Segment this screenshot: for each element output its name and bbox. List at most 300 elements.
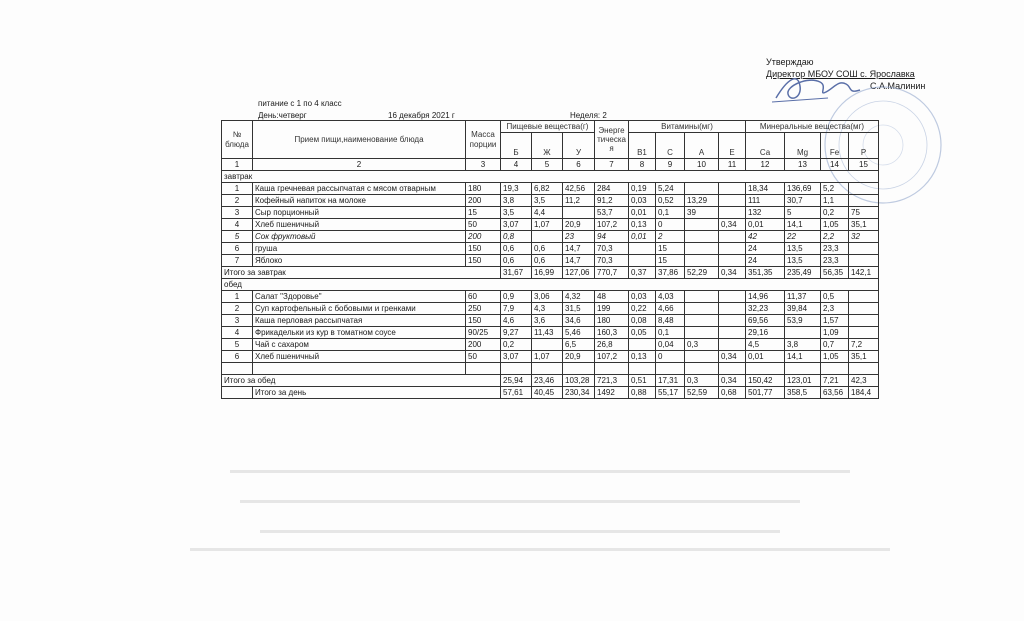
dish-mass: 180 [466, 183, 501, 195]
value-p [849, 327, 879, 339]
dish-name: Сыр порционный [253, 207, 466, 219]
value-zh: 3,6 [532, 315, 563, 327]
value-b: 4,6 [501, 315, 532, 327]
header-p: Р [849, 133, 879, 159]
value-ca: 32,23 [746, 303, 785, 315]
dish-mass: 90/25 [466, 327, 501, 339]
value-u: 23 [563, 231, 595, 243]
dish-name: Каша гречневая рассыпчатая с мясом отварным [253, 183, 466, 195]
value-e [719, 195, 746, 207]
total-c: 17,31 [656, 375, 685, 387]
value-a [685, 315, 719, 327]
day-total-mg: 358,5 [785, 387, 821, 399]
day-total-c: 55,17 [656, 387, 685, 399]
header-name: Прием пищи,наименование блюда [253, 121, 466, 159]
header-b1: В1 [629, 133, 656, 159]
table-row [222, 243, 879, 255]
table-row [222, 327, 879, 339]
value-en: 70,3 [595, 255, 629, 267]
day-total-ca: 501,77 [746, 387, 785, 399]
dish-name: Суп картофельный с бобовыми и гренками [253, 303, 466, 315]
column-number: 13 [785, 159, 821, 171]
value-zh: 0,6 [532, 243, 563, 255]
value-mg: 14,1 [785, 219, 821, 231]
value-b: 3,07 [501, 351, 532, 363]
value-c: 0 [656, 219, 685, 231]
scan-artifact [230, 470, 850, 473]
section-title-row [222, 279, 879, 291]
dish-name: Чай с сахаром [253, 339, 466, 351]
total-a: 0,3 [685, 375, 719, 387]
value-b: 0,6 [501, 243, 532, 255]
value-a [685, 291, 719, 303]
column-number: 7 [595, 159, 629, 171]
approval-name: С.А.Малинин [870, 81, 926, 91]
table-row [222, 207, 879, 219]
value-fe: 23,3 [821, 243, 849, 255]
spacer-row [222, 363, 879, 375]
dish-name: Хлеб пшеничный [253, 351, 466, 363]
value-fe: 1,09 [821, 327, 849, 339]
column-number: 11 [719, 159, 746, 171]
column-numbers-row [222, 159, 879, 171]
dish-mass: 50 [466, 219, 501, 231]
value-en: 180 [595, 315, 629, 327]
total-b1: 0,51 [629, 375, 656, 387]
value-en: 107,2 [595, 351, 629, 363]
value-p: 75 [849, 207, 879, 219]
week-label: Неделя: 2 [570, 111, 607, 120]
value-a [685, 231, 719, 243]
dish-number: 5 [222, 339, 253, 351]
table-row [222, 303, 879, 315]
day-label: День:четверг [258, 111, 307, 120]
empty-cell [629, 363, 656, 375]
header-nutrients: Пищевые вещества(г) [501, 121, 595, 133]
column-number: 3 [466, 159, 501, 171]
value-a [685, 243, 719, 255]
header-c: С [656, 133, 685, 159]
value-b1: 0,03 [629, 291, 656, 303]
total-b: 31,67 [501, 267, 532, 279]
total-zh: 16,99 [532, 267, 563, 279]
value-a [685, 327, 719, 339]
value-ca: 29,16 [746, 327, 785, 339]
empty-cell [685, 363, 719, 375]
value-zh: 11,43 [532, 327, 563, 339]
dish-name: Каша перловая рассыпчатая [253, 315, 466, 327]
header-energy: Энергетическая [595, 121, 629, 159]
value-mg: 22 [785, 231, 821, 243]
value-c: 8,48 [656, 315, 685, 327]
section-title-lunch: обед [222, 279, 879, 291]
dish-mass: 150 [466, 255, 501, 267]
value-c: 5,24 [656, 183, 685, 195]
total-ca: 351,35 [746, 267, 785, 279]
header-a: А [685, 133, 719, 159]
value-p [849, 195, 879, 207]
value-ca: 111 [746, 195, 785, 207]
value-b1: 0,13 [629, 219, 656, 231]
value-e [719, 243, 746, 255]
table-row [222, 339, 879, 351]
value-fe: 1,05 [821, 219, 849, 231]
dish-number: 4 [222, 219, 253, 231]
value-p [849, 255, 879, 267]
day-total-row [222, 387, 879, 399]
value-c: 15 [656, 255, 685, 267]
value-a [685, 351, 719, 363]
value-zh: 0,6 [532, 255, 563, 267]
table-row [222, 291, 879, 303]
value-b: 19,3 [501, 183, 532, 195]
value-zh: 4,4 [532, 207, 563, 219]
dish-mass: 15 [466, 207, 501, 219]
value-b1 [629, 255, 656, 267]
value-mg: 13,5 [785, 255, 821, 267]
value-ca: 14,96 [746, 291, 785, 303]
header-b: Б [501, 133, 532, 159]
day-total-en: 1492 [595, 387, 629, 399]
menu-table-body [222, 159, 879, 399]
class-line: питание с 1 по 4 класс [258, 99, 342, 108]
value-p [849, 183, 879, 195]
table-row [222, 255, 879, 267]
value-a [685, 303, 719, 315]
total-fe: 7,21 [821, 375, 849, 387]
day-total-b1: 0,88 [629, 387, 656, 399]
value-u: 31,5 [563, 303, 595, 315]
day-total-fe: 63,56 [821, 387, 849, 399]
dish-number: 3 [222, 315, 253, 327]
day-total-e: 0,68 [719, 387, 746, 399]
dish-number: 5 [222, 231, 253, 243]
value-zh: 3,06 [532, 291, 563, 303]
header-e: Е [719, 133, 746, 159]
total-mg: 235,49 [785, 267, 821, 279]
value-p: 35,1 [849, 219, 879, 231]
dish-number: 1 [222, 183, 253, 195]
total-b: 25,94 [501, 375, 532, 387]
value-p [849, 291, 879, 303]
empty-cell [595, 363, 629, 375]
value-c: 2 [656, 231, 685, 243]
value-en: 94 [595, 231, 629, 243]
value-fe: 1,57 [821, 315, 849, 327]
value-ca: 24 [746, 255, 785, 267]
value-p [849, 243, 879, 255]
value-u: 5,46 [563, 327, 595, 339]
value-u: 42,56 [563, 183, 595, 195]
value-ca: 24 [746, 243, 785, 255]
date-label: 16 декабря 2021 г [388, 111, 455, 120]
value-en: 48 [595, 291, 629, 303]
empty-cell [466, 363, 501, 375]
value-en: 70,3 [595, 243, 629, 255]
table-row [222, 315, 879, 327]
total-c: 37,86 [656, 267, 685, 279]
value-u [563, 207, 595, 219]
header-ca: Са [746, 133, 785, 159]
column-number: 2 [253, 159, 466, 171]
value-c: 0,52 [656, 195, 685, 207]
value-e [719, 339, 746, 351]
total-ca: 150,42 [746, 375, 785, 387]
dish-name: Салат "Здоровье" [253, 291, 466, 303]
dish-number: 3 [222, 207, 253, 219]
value-b: 3,07 [501, 219, 532, 231]
dish-name: Сок фруктовый [253, 231, 466, 243]
table-row [222, 219, 879, 231]
column-number: 5 [532, 159, 563, 171]
value-c: 0,1 [656, 207, 685, 219]
day-date-week-line [258, 111, 607, 120]
empty-cell [746, 363, 785, 375]
value-c: 15 [656, 243, 685, 255]
dish-number: 2 [222, 303, 253, 315]
empty-cell [253, 363, 466, 375]
value-ca: 4,5 [746, 339, 785, 351]
value-zh: 6,82 [532, 183, 563, 195]
empty-cell [501, 363, 532, 375]
value-b1 [629, 243, 656, 255]
value-a [685, 219, 719, 231]
value-a [685, 183, 719, 195]
value-mg: 136,69 [785, 183, 821, 195]
value-ca: 42 [746, 231, 785, 243]
header-zh: Ж [532, 133, 563, 159]
empty-cell [785, 363, 821, 375]
dish-number: 4 [222, 327, 253, 339]
total-a: 52,29 [685, 267, 719, 279]
value-u: 6,5 [563, 339, 595, 351]
header-u: У [563, 133, 595, 159]
value-e [719, 207, 746, 219]
value-a: 39 [685, 207, 719, 219]
value-u: 20,9 [563, 351, 595, 363]
value-b: 7,9 [501, 303, 532, 315]
value-b: 3,8 [501, 195, 532, 207]
total-b1: 0,37 [629, 267, 656, 279]
scan-artifact [260, 530, 780, 533]
value-fe: 5,2 [821, 183, 849, 195]
value-b1: 0,22 [629, 303, 656, 315]
total-label-lunch: Итого за обед [222, 375, 501, 387]
dish-mass: 150 [466, 315, 501, 327]
value-e: 0,34 [719, 219, 746, 231]
value-u: 34,6 [563, 315, 595, 327]
value-fe: 0,7 [821, 339, 849, 351]
value-mg: 53,9 [785, 315, 821, 327]
empty-cell [656, 363, 685, 375]
value-c: 4,66 [656, 303, 685, 315]
dish-number: 7 [222, 255, 253, 267]
dish-number: 2 [222, 195, 253, 207]
value-mg: 13,5 [785, 243, 821, 255]
value-fe: 2,2 [821, 231, 849, 243]
value-zh: 4,3 [532, 303, 563, 315]
value-e [719, 327, 746, 339]
day-total-u: 230,34 [563, 387, 595, 399]
value-zh: 1,07 [532, 219, 563, 231]
header-fe: Fe [821, 133, 849, 159]
value-e [719, 291, 746, 303]
value-en: 107,2 [595, 219, 629, 231]
value-b: 3,5 [501, 207, 532, 219]
table-row [222, 195, 879, 207]
empty-cell [719, 363, 746, 375]
value-ca: 0,01 [746, 219, 785, 231]
column-number: 12 [746, 159, 785, 171]
section-title-breakfast: завтрак [222, 171, 879, 183]
dish-number: 6 [222, 243, 253, 255]
table-row [222, 351, 879, 363]
empty-cell [821, 363, 849, 375]
value-zh [532, 231, 563, 243]
total-label-breakfast: Итого за завтрак [222, 267, 501, 279]
value-a: 13,29 [685, 195, 719, 207]
column-number: 10 [685, 159, 719, 171]
value-ca: 18,34 [746, 183, 785, 195]
value-u: 14,7 [563, 243, 595, 255]
menu-table [221, 120, 879, 399]
value-c: 4,03 [656, 291, 685, 303]
value-u: 4,32 [563, 291, 595, 303]
day-total-label: Итого за день [253, 387, 501, 399]
total-zh: 23,46 [532, 375, 563, 387]
value-fe: 0,2 [821, 207, 849, 219]
dish-name: Яблоко [253, 255, 466, 267]
value-ca: 132 [746, 207, 785, 219]
value-e [719, 231, 746, 243]
value-ca: 0,01 [746, 351, 785, 363]
day-total-b: 57,61 [501, 387, 532, 399]
total-e: 0,34 [719, 375, 746, 387]
value-mg: 11,37 [785, 291, 821, 303]
value-mg: 30,7 [785, 195, 821, 207]
value-b1: 0,01 [629, 231, 656, 243]
value-mg: 5 [785, 207, 821, 219]
header-minerals: Минеральные вещества(мг) [746, 121, 879, 133]
total-row-breakfast [222, 267, 879, 279]
value-zh: 1,07 [532, 351, 563, 363]
value-a: 0,3 [685, 339, 719, 351]
value-b1: 0,03 [629, 195, 656, 207]
value-b: 0,9 [501, 291, 532, 303]
value-fe: 23,3 [821, 255, 849, 267]
value-fe: 1,1 [821, 195, 849, 207]
total-u: 103,28 [563, 375, 595, 387]
column-number: 6 [563, 159, 595, 171]
approval-line-1: Утверждаю [766, 57, 814, 67]
value-zh: 3,5 [532, 195, 563, 207]
value-b1: 0,19 [629, 183, 656, 195]
value-c: 0 [656, 351, 685, 363]
empty-cell [222, 387, 253, 399]
value-mg: 39,84 [785, 303, 821, 315]
value-c: 0,1 [656, 327, 685, 339]
value-b1 [629, 339, 656, 351]
value-p: 35,1 [849, 351, 879, 363]
value-e [719, 303, 746, 315]
table-row [222, 231, 879, 243]
dish-mass: 150 [466, 243, 501, 255]
header-mg: Mg [785, 133, 821, 159]
column-number: 15 [849, 159, 879, 171]
value-mg [785, 327, 821, 339]
approval-director: Директор МБОУ СОШ с. Ярославка [766, 69, 915, 79]
column-number: 4 [501, 159, 532, 171]
total-fe: 56,35 [821, 267, 849, 279]
value-u: 20,9 [563, 219, 595, 231]
value-b1: 0,01 [629, 207, 656, 219]
value-e [719, 315, 746, 327]
dish-mass: 200 [466, 339, 501, 351]
day-total-a: 52,59 [685, 387, 719, 399]
value-fe: 1,05 [821, 351, 849, 363]
table-row [222, 183, 879, 195]
scan-artifact [190, 548, 890, 551]
dish-number: 1 [222, 291, 253, 303]
header-row-1 [222, 121, 879, 133]
value-en: 53,7 [595, 207, 629, 219]
value-fe: 2,3 [821, 303, 849, 315]
header-vitamins: Витамины(мг) [629, 121, 746, 133]
value-b: 0,6 [501, 255, 532, 267]
value-b: 0,8 [501, 231, 532, 243]
empty-cell [532, 363, 563, 375]
value-b: 0,2 [501, 339, 532, 351]
value-b: 9,27 [501, 327, 532, 339]
dish-mass: 200 [466, 195, 501, 207]
value-u: 11,2 [563, 195, 595, 207]
total-en: 770,7 [595, 267, 629, 279]
dish-name: груша [253, 243, 466, 255]
column-number: 9 [656, 159, 685, 171]
value-p: 32 [849, 231, 879, 243]
dish-name: Хлеб пшеничный [253, 219, 466, 231]
empty-cell [222, 363, 253, 375]
value-a [685, 255, 719, 267]
value-en: 91,2 [595, 195, 629, 207]
header-mass: Масса порции [466, 121, 501, 159]
value-en: 284 [595, 183, 629, 195]
header-num: № блюда [222, 121, 253, 159]
value-e: 0,34 [719, 351, 746, 363]
value-e [719, 183, 746, 195]
value-p: 7,2 [849, 339, 879, 351]
empty-cell [563, 363, 595, 375]
dish-mass: 60 [466, 291, 501, 303]
dish-mass: 250 [466, 303, 501, 315]
dish-name: Фрикадельки из кур в томатном соусе [253, 327, 466, 339]
value-zh [532, 339, 563, 351]
value-p [849, 303, 879, 315]
total-e: 0,34 [719, 267, 746, 279]
column-number: 14 [821, 159, 849, 171]
dish-number: 6 [222, 351, 253, 363]
value-b1: 0,08 [629, 315, 656, 327]
dish-mass: 200 [466, 231, 501, 243]
column-number: 8 [629, 159, 656, 171]
total-row-lunch [222, 375, 879, 387]
value-en: 26,8 [595, 339, 629, 351]
value-en: 160,3 [595, 327, 629, 339]
total-p: 42,3 [849, 375, 879, 387]
value-p [849, 315, 879, 327]
value-u: 14,7 [563, 255, 595, 267]
value-mg: 3,8 [785, 339, 821, 351]
